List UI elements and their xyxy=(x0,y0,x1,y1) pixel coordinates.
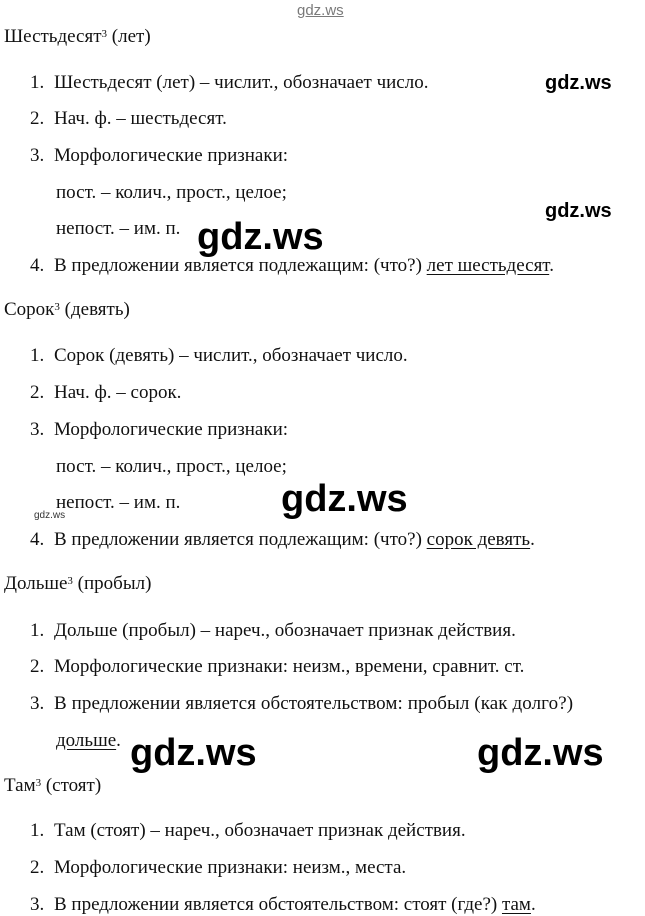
item-number: 4. xyxy=(30,255,45,276)
section-heading xyxy=(4,299,130,321)
list-item xyxy=(30,382,181,404)
list-subline xyxy=(56,456,287,478)
item-text: Дольше (пробыл) – нареч., обозначает признак действия. xyxy=(54,620,516,641)
underlined-answer: сорок девять xyxy=(426,529,531,550)
item-end: . xyxy=(530,529,535,550)
heading-context: (пробыл) xyxy=(77,573,152,594)
item-text: Шестьдесят (лет) – числит., обозначает число. xyxy=(54,72,429,93)
item-text: непост. – им. п. xyxy=(56,492,181,513)
item-number: 2. xyxy=(30,857,45,878)
item-number: 1. xyxy=(30,620,45,641)
list-item xyxy=(30,620,516,642)
watermark-top[interactable]: gdz.ws xyxy=(297,2,344,19)
item-text: Морфологические признаки: неизм., времени, сравнит. ст. xyxy=(54,656,525,677)
underlined-answer: там xyxy=(501,894,531,915)
watermark-large: gdz.ws xyxy=(197,216,324,258)
heading-sup: 3 xyxy=(67,575,73,587)
item-number: 3. xyxy=(30,145,45,166)
item-text: Морфологические признаки: неизм., места. xyxy=(54,857,407,878)
item-number: 2. xyxy=(30,656,45,677)
list-item xyxy=(30,820,466,842)
section-heading xyxy=(4,573,151,595)
item-text: Сорок (девять) – числит., обозначает число. xyxy=(54,345,408,366)
list-subline xyxy=(56,730,121,752)
list-item xyxy=(30,894,536,916)
item-number: 4. xyxy=(30,529,45,550)
underlined-answer: лет шестьдесят xyxy=(426,255,550,276)
list-item xyxy=(30,72,428,94)
item-end: . xyxy=(116,730,121,751)
list-item xyxy=(30,693,644,715)
item-number: 3. xyxy=(30,894,45,915)
heading-sup: 3 xyxy=(101,28,108,40)
heading-context: (стоят) xyxy=(45,775,102,796)
watermark-tiny: gdz.ws xyxy=(34,510,66,521)
watermark-large: gdz.ws xyxy=(281,478,408,520)
item-number: 1. xyxy=(30,72,45,93)
watermark-small: gdz.ws xyxy=(545,200,612,222)
item-number: 1. xyxy=(30,345,45,366)
list-item xyxy=(30,345,408,367)
item-number: 2. xyxy=(30,382,45,403)
heading-word: Сорок xyxy=(4,299,55,320)
item-text: В предложении является обстоятельством: пробыл (как долго?) xyxy=(54,693,574,714)
item-text: Морфологические признаки: xyxy=(54,419,289,440)
section-heading xyxy=(4,26,151,48)
list-item xyxy=(30,145,288,167)
list-item xyxy=(30,255,554,277)
item-text: В предложении является подлежащим: (что?) xyxy=(54,255,427,276)
list-item xyxy=(30,656,524,678)
item-text: В предложении является подлежащим: (что?) xyxy=(54,529,427,550)
list-item xyxy=(30,419,288,441)
item-text: непост. – им. п. xyxy=(56,218,181,239)
item-text: Там (стоят) – нареч., обозначает признак действия. xyxy=(54,820,466,841)
item-end: . xyxy=(549,255,554,276)
item-text: Нач. ф. – сорок. xyxy=(54,382,182,403)
item-end: . xyxy=(530,894,536,915)
list-item xyxy=(30,529,535,551)
heading-context: (лет) xyxy=(111,26,151,47)
item-number: 3. xyxy=(30,693,45,714)
item-number: 1. xyxy=(30,820,45,841)
item-number: 3. xyxy=(30,419,45,440)
heading-sup: 3 xyxy=(54,301,60,313)
section-heading xyxy=(4,775,101,797)
item-text: В предложении является обстоятельством: стоят (где?) xyxy=(54,894,502,915)
heading-context: (девять) xyxy=(64,299,130,320)
watermark-large: gdz.ws xyxy=(477,732,604,774)
underlined-answer: дольше xyxy=(56,730,117,751)
item-text: пост. – колич., прост., целое; xyxy=(56,182,287,203)
watermark-large: gdz.ws xyxy=(130,732,257,774)
heading-word: Шестьдесят xyxy=(4,26,102,47)
list-subline xyxy=(56,492,180,514)
heading-word: Дольше xyxy=(4,573,68,594)
list-item xyxy=(30,857,406,879)
item-text: пост. – колич., прост., целое; xyxy=(56,456,287,477)
item-text: Морфологические признаки: xyxy=(54,145,289,166)
list-subline xyxy=(56,182,287,204)
list-subline xyxy=(56,218,180,240)
item-text: Нач. ф. – шестьдесят. xyxy=(54,108,227,129)
heading-sup: 3 xyxy=(35,777,42,789)
item-number: 2. xyxy=(30,108,45,129)
list-item xyxy=(30,108,227,130)
watermark-small: gdz.ws xyxy=(545,72,612,94)
heading-word: Там xyxy=(4,775,36,796)
